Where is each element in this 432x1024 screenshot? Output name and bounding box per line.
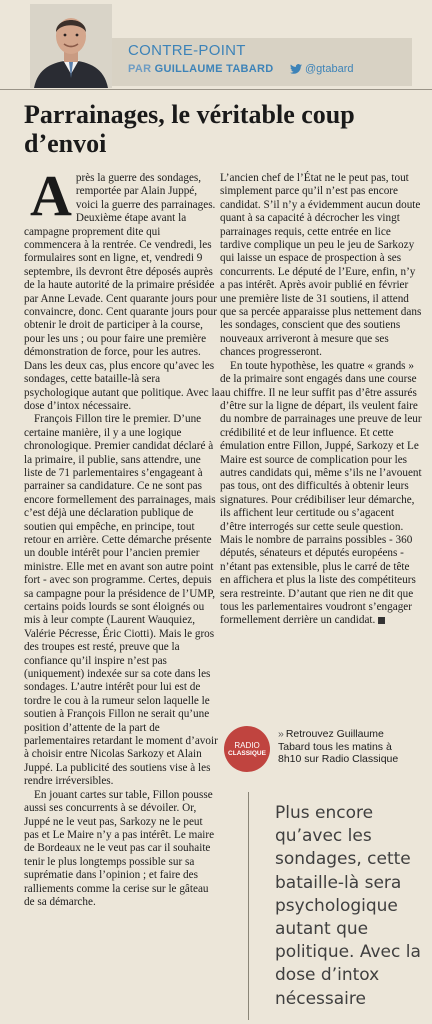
radio-classique-logo	[224, 726, 270, 772]
radio-logo-line2: CLASSIQUE	[228, 749, 266, 757]
paragraph	[220, 360, 422, 628]
paragraph	[24, 163, 220, 413]
article-column-left	[24, 163, 220, 909]
end-of-article-mark	[378, 617, 385, 624]
article-column-right	[220, 172, 422, 628]
byline-prefix: PAR	[128, 63, 152, 75]
paragraph: François Fillon tire le premier. D’une certaine manière, il y a une logique chronologique. Premier candidat déclaré à la primaire, il publie, sans attendre, une liste de 71 parlementaires s’engageant à parrainer sa candidature. Ce ne sont pas encore formellement des parrainages, mais c’est déjà une déclaration publique de soutien qui empêche, en principe, tout retour en arrière. Cette démarche présente un double intérêt pour l’ancien premier ministre. Elle met en avant son autre point fort - avec son programme. Certes, depuis sa campagne pour la présidence de l’UMP, certains poids lourds se sont éloignés ou mis à leur compte (Laurent Wauquiez, Valérie Pécresse, Éric Ciotti). Mais le gros des troupes est resté, preuve que la confiance qu’il inspire n’est pas (uniquement) indexée sur sa cote dans les sondages. L’autre intérêt pour lui est de tordre le cou à la rumeur selon laquelle le soutien à François Fillon ne serait qu’une position d’attente de la part de parlementaires retardant le moment d’avoir à choisir entre Nicolas Sarkozy et Alain Juppé. La publicité des soutiens vise à les rendre irréversibles.	[24, 413, 218, 788]
headline: Parrainages, le véritable coup d’envoi	[24, 100, 355, 158]
twitter-handle	[290, 63, 353, 75]
twitter-handle-text: @gtabard	[305, 63, 354, 75]
pull-quote-text: Plus encore qu’avec les sondages, cette bataille-là sera psychologique autant que politique. Avec la dose d’intox nécessaire	[275, 803, 421, 1009]
paragraph-text: En toute hypothèse, les quatre « grands » de la primaire sont engagés dans une course au chiffre. Il ne leur suffit pas d’être assurés d’être sur la ligne de départ, ils veulent faire du nombre de parrainages une preuve de leur crédibilité et de leur influence. Et cette émulation entre Fillon, Juppé, Sarkozy et Le Maire est source de complication pour les autres candidats qui, même s’ils ne l’avouent pas tous, ont des difficultés à obtenir leurs signatures. Pour crédibiliser leur démarche, ils affichent leur certitude ou s’agacent d’être interrogés sur cette seule question. Mais le nombre de parrains possibles - 360 députés, sénateurs et députés européens - n’étant pas extensible, plus le carré de tête en affichera et plus la liste des compétiteurs sera restreinte. D’autant que rien ne dit que tous les parlementaires voudront s’engager formellement derrière un candidat.	[220, 359, 422, 627]
pull-quote	[248, 792, 428, 1020]
byline	[128, 63, 274, 75]
radio-promo	[220, 722, 420, 778]
column-header	[0, 0, 432, 90]
paragraph: L’ancien chef de l’État ne le peut pas, tout simplement parce qu’il n’est pas encore candidat. S’il n’y a évidemment aucun doute quant à sa capacité à décrocher les vingt parrainages requis, cette entrée en lice tardive complique un peu le jeu de Sarkozy qui laisse un espace de prospection à ses concurrents. Le député de l’Eure, enfin, n’y a pas intérêt. Après avoir publié en février une première liste de 31 soutiens, il attend que sa percée apparaisse plus nettement dans les sondages, conscient que des soutiens nouveaux arriveront à mesure que ses chances progresseront.	[220, 172, 422, 359]
author-photo	[30, 4, 112, 88]
rubric-title: CONTRE-POINT	[128, 42, 246, 59]
radio-promo-text	[278, 728, 418, 766]
dropcap: A	[30, 163, 72, 228]
radio-promo-label: Retrouvez Guillaume Tabard tous les matins à 8h10 sur Radio Classique	[278, 728, 399, 765]
author-name: GUILLAUME TABARD	[154, 63, 274, 75]
paragraph: En jouant cartes sur table, Fillon pousse aussi ses concurrents à se dévoiler. Or, Juppé ne le veut pas, Sarkozy ne le peut pas et Le Maire n’y a pas intérêt. Le maire de Bordeaux ne le veut pas car il souhaite tenir le plus longtemps possible sur sa suprématie dans l’opinion ; et faire des ralliements comme la cerise sur le gâteau de sa démarche.	[24, 788, 215, 908]
radio-logo-line1: RADIO	[234, 740, 260, 750]
paragraph-text: près la guerre des sondages, remportée par Alain Juppé, voici la guerre des parrainages. Deuxième étape avant la campagne proprement dite qui commencera à la rentrée. Ce vendredi, les formulaires sont en ligne, et, vendredi 9 septembre, ils devront être déposés auprès de la haute autorité de la primaire présidée par Anne Levade. Cent quarante jours pour convaincre, donc. Cent quarante jours pour obtenir le droit de participer à la course, pour les uns ; ou pour faire une première démonstration de force, pour les autres. Dans les deux cas, plus encore qu’avec les sondages, cette bataille-là sera psychologique autant que politique. Avec la dose d’intox nécessaire.	[24, 172, 220, 412]
arrow-icon: »	[278, 728, 284, 740]
twitter-bird-icon	[290, 64, 302, 74]
